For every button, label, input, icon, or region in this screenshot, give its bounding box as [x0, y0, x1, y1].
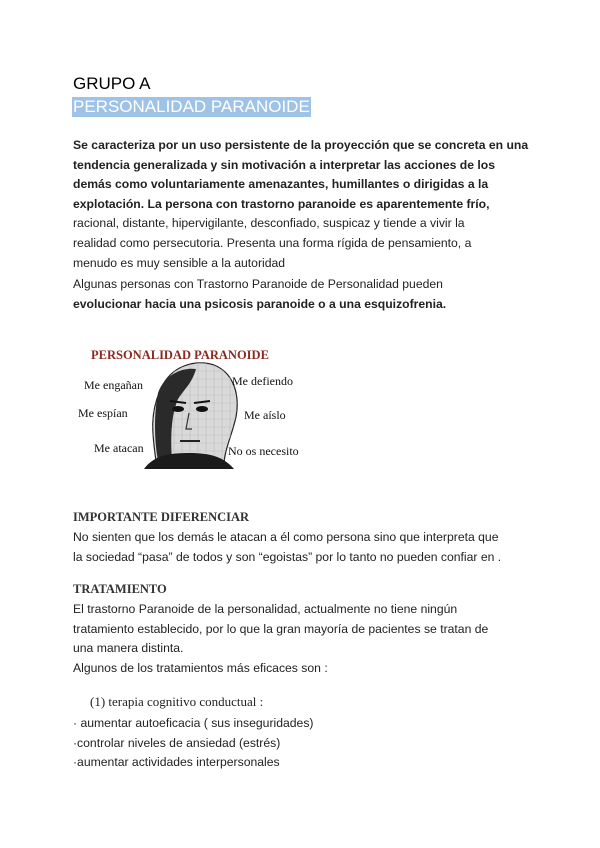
tratamiento-paragraph: [73, 600, 543, 678]
diferenciar-line: No sienten que los demás le atacan a él como persona sino que interpreta que: [73, 530, 499, 544]
intro-paragraph: [73, 136, 543, 273]
label-no-os-necesito: No os necesito: [228, 444, 299, 458]
diferenciar-paragraph: [73, 528, 543, 567]
therapy-list: [73, 714, 314, 773]
tratamiento-line: tratamiento establecido, por lo que la gran mayoría de pacientes se tratan de: [73, 621, 489, 636]
intro-line: racional, distante, hipervigilante, desconfiado, suspicaz y tiende a vivir la: [73, 216, 465, 231]
intro-line: demás como voluntariamente amenazantes, humillantes o dirigidas a la: [73, 177, 489, 192]
tratamiento-line: El trastorno Paranoide de la personalidad, actualmente no tiene ningún: [73, 602, 458, 616]
intro-line: menudo es muy sensible a la autoridad: [73, 255, 286, 270]
evolution-paragraph: [73, 275, 543, 314]
intro-line: Se caracteriza por un uso persistente de la proyección que se concreta en una: [73, 138, 529, 152]
tratamiento-line: una manera distinta.: [73, 641, 184, 656]
therapy-item: · aumentar autoeficacia ( sus inseguridades): [73, 716, 314, 730]
eye-left: [172, 406, 184, 412]
heading-importante-diferenciar: IMPORTANTE DIFERENCIAR: [73, 510, 250, 524]
group-title: GRUPO A: [73, 74, 151, 93]
therapy-item: ·controlar niveles de ansiedad (estrés): [73, 735, 281, 750]
intro-line: explotación. La persona con trastorno paranoide es aparentemente frío,: [73, 196, 490, 211]
paranoid-personality-illustration: [74, 343, 316, 469]
eye-right: [196, 406, 208, 412]
intro-line: realidad como persecutoria. Presenta una forma rígida de pensamiento, a: [73, 235, 472, 250]
label-me-enganan: Me engañan: [84, 378, 143, 392]
tratamiento-line: Algunos de los tratamientos más eficaces son :: [73, 660, 328, 675]
label-me-atacan: Me atacan: [94, 441, 144, 455]
label-me-aislo: Me aíslo: [244, 408, 286, 422]
therapy-title: (1) terapia cognitivo conductual :: [90, 694, 264, 709]
heading-tratamiento: TRATAMIENTO: [73, 582, 167, 596]
label-me-defiendo: Me defiendo: [232, 374, 293, 388]
evolution-line: Algunas personas con Trastorno Paranoide de Personalidad pueden: [73, 277, 443, 291]
label-me-espian: Me espían: [78, 406, 128, 420]
illustration-svg: [74, 343, 316, 469]
section-title-highlighted: PERSONALIDAD PARANOIDE: [73, 97, 310, 116]
illustration-title: PERSONALIDAD PARANOIDE: [91, 348, 269, 362]
evolution-line: evolucionar hacia una psicosis paranoide o a una esquizofrenia.: [73, 296, 447, 311]
therapy-item: ·aumentar actividades interpersonales: [73, 755, 280, 770]
intro-line: tendencia generalizada y sin motivación a interpretar las acciones de los: [73, 157, 495, 172]
diferenciar-line: la sociedad “pasa” de todos y son “egoistas” por lo tanto no pueden confiar en .: [73, 549, 502, 564]
